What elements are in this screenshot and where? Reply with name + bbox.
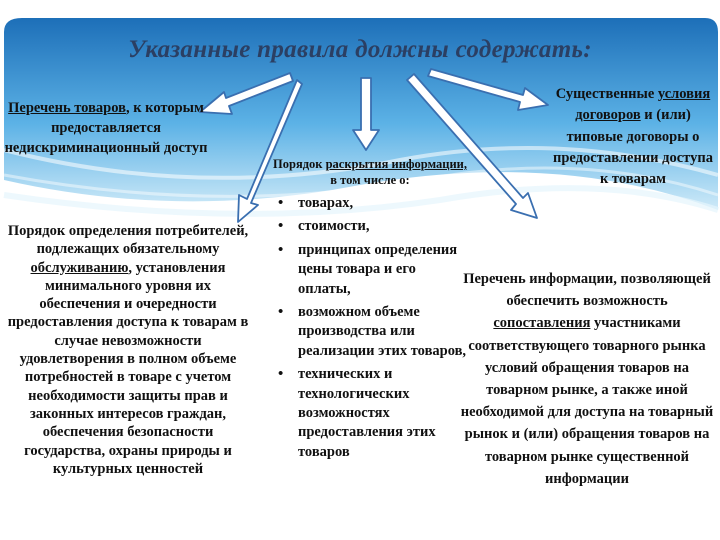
list-of-goods-text: , к которым предоставляется недискриминационный доступ [4,100,208,156]
consumers-order-text-1: Порядок определения потребителей, подлежащих обязательному [7,223,249,258]
disclosure-heading [272,156,468,188]
disclosure-link[interactable]: раскрытия информации, [325,157,467,171]
disclosure-heading-text-1: Порядок [273,157,326,171]
contract-terms-text-1: Существенные [555,86,658,102]
comparison-link[interactable]: сопоставления [493,315,591,332]
terms-link[interactable]: условия [657,86,711,102]
list-item: • стоимости, [272,217,468,236]
list-item: • возможном объеме производства или реализации этих товаров, [272,303,468,361]
list-of-goods-link[interactable]: Перечень товаров [8,100,126,116]
disclosure-box [272,156,468,466]
consumers-order-text-2: , установления минимального уровня их обеспечения и очередности предоставления доступа к товарам в случае невозможности удовлетворения в полном объеме потребностей в товаре с учетом необходимости защиты прав и законных интересов граждан, обеспечения безопасности государства, охраны природы и культурных ценностей [7,259,249,477]
contract-terms-box [550,84,716,190]
list-of-goods-box [4,98,208,158]
list-item: • технических и технологических возможностях предоставления этих товаров [272,365,468,462]
info-list-text-1: Перечень информации, позволяющей обеспечить возможность [463,271,711,310]
slide-title: Указанные правила должны содержать: [128,36,592,63]
info-list-box [458,268,716,490]
arrow-to-center [353,78,379,150]
consumers-order-box [6,222,250,478]
info-list-text-2: участниками соответствующего товарного рынка условий обращения товаров на товарном рынке, а также иной необходимой для доступа на товарный рынок и (или) обращения товаров на товарном рынке существенной информации [460,315,714,487]
contract-terms-text-2: и (или) типовые договоры о предоставлении доступа к товарам [553,107,713,188]
list-item: • принципах определения цены товара и его оплаты, [272,241,468,299]
arrow-to-left-top [200,73,293,114]
service-link[interactable]: обслуживанию [30,259,129,276]
list-item: • товарах, [272,194,468,213]
contracts-link[interactable]: договоров [575,107,641,124]
arrow-to-right-top [428,69,548,110]
disclosure-heading-text-2: в том числе о: [330,173,410,187]
disclosure-list [272,194,468,462]
